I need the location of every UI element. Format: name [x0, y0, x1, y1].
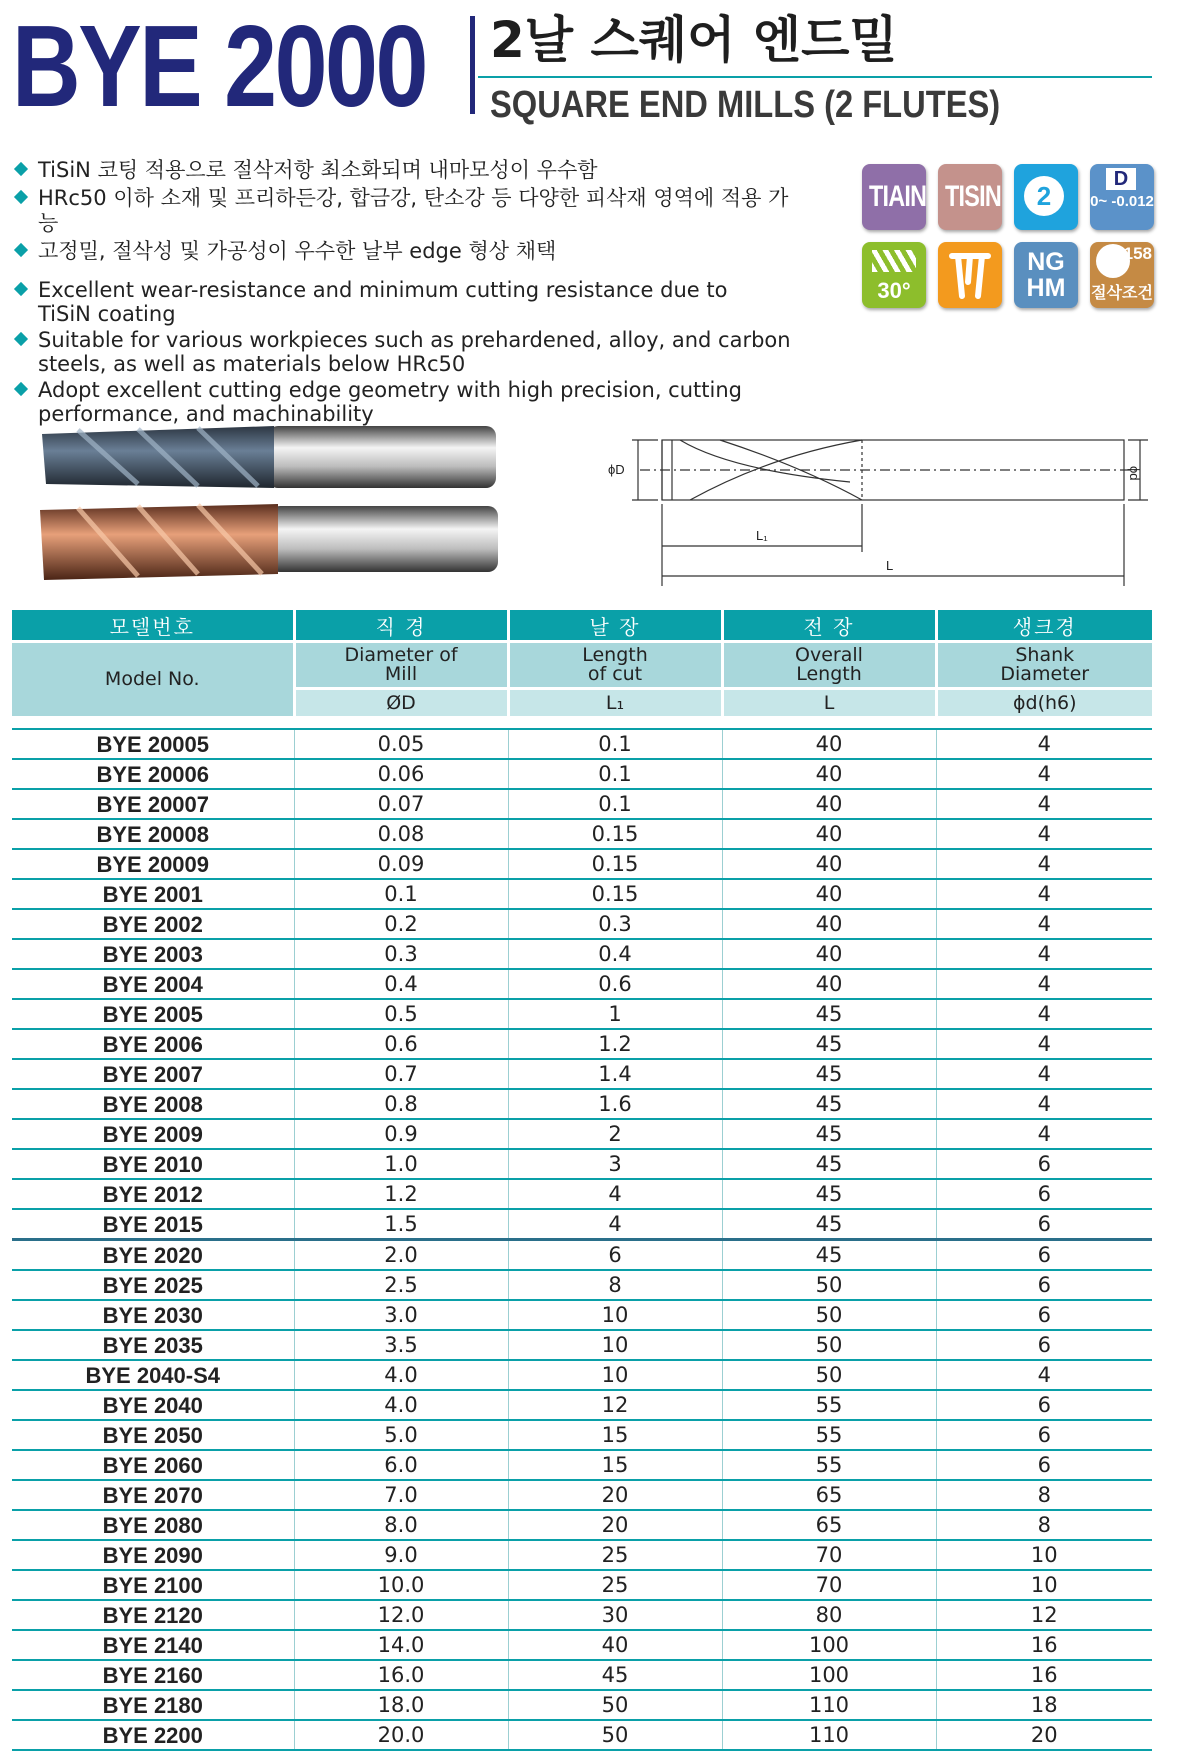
cell-diameter: 0.05 [294, 729, 508, 759]
table-row [12, 1420, 1152, 1450]
cell-diameter: 6.0 [294, 1450, 508, 1480]
cell-overall-length: 40 [722, 969, 936, 999]
cell-shank-diameter: 10 [936, 1540, 1152, 1570]
cell-overall-length: 50 [722, 1330, 936, 1360]
table-row [12, 729, 1152, 759]
title-korean: 2날 스퀘어 엔드밀 [490, 11, 898, 69]
cell-overall-length: 45 [722, 1240, 936, 1271]
header-row-english [12, 642, 1152, 689]
cell-model: BYE 2001 [12, 879, 294, 909]
cell-shank-diameter: 4 [936, 1089, 1152, 1119]
cell-model: BYE 20008 [12, 819, 294, 849]
cell-length-cut: 4 [508, 1179, 722, 1209]
diamond-bullet-icon [14, 382, 28, 396]
flute-circle-icon [1024, 176, 1064, 216]
cell-diameter: 2.0 [294, 1240, 508, 1271]
cell-overall-length: 50 [722, 1300, 936, 1330]
cell-model: BYE 2006 [12, 1029, 294, 1059]
cell-overall-length: 65 [722, 1510, 936, 1540]
cell-shank-diameter: 4 [936, 969, 1152, 999]
cell-model: BYE 20009 [12, 849, 294, 879]
cell-shank-diameter: 4 [936, 849, 1152, 879]
cell-shank-diameter: 4 [936, 1029, 1152, 1059]
cell-overall-length: 40 [722, 759, 936, 789]
cell-shank-diameter: 6 [936, 1179, 1152, 1209]
table-row [12, 1270, 1152, 1300]
cell-length-cut: 0.6 [508, 969, 722, 999]
badge-label: NG [1027, 248, 1065, 276]
cell-diameter: 0.2 [294, 909, 508, 939]
header-line: Mill [384, 663, 418, 685]
cell-model: BYE 2050 [12, 1420, 294, 1450]
model-series-title: BYE 2000 [12, 1, 426, 131]
cell-model: BYE 2040-S4 [12, 1360, 294, 1390]
cell-model: BYE 2040 [12, 1390, 294, 1420]
symbol-length-cut: L₁ [508, 689, 722, 717]
shank-label: ϕd [1127, 466, 1142, 481]
cell-length-cut: 2 [508, 1119, 722, 1149]
cell-diameter: 5.0 [294, 1420, 508, 1450]
cell-model: BYE 2070 [12, 1480, 294, 1510]
table-row [12, 1360, 1152, 1390]
cell-overall-length: 40 [722, 939, 936, 969]
table-row [12, 969, 1152, 999]
spec-badges [862, 164, 1162, 314]
cell-shank-diameter: 4 [936, 729, 1152, 759]
cell-model: BYE 2015 [12, 1209, 294, 1240]
feature-text: 고정밀, 절삭성 및 가공성이 우수한 날부 edge 형상 채택 [38, 239, 557, 263]
diamond-bullet-icon [14, 332, 28, 346]
cell-length-cut: 10 [508, 1300, 722, 1330]
feature-item-en [14, 378, 794, 426]
tolerance-badge [1090, 164, 1154, 230]
header-line: of cut [587, 663, 643, 685]
cell-length-cut: 15 [508, 1450, 722, 1480]
cell-shank-diameter: 6 [936, 1209, 1152, 1240]
cell-diameter: 3.5 [294, 1330, 508, 1360]
badge-label: HM [1026, 274, 1066, 302]
table-row [12, 1330, 1152, 1360]
tiain-coating-badge [862, 164, 926, 230]
cutting-conditions-badge[interactable] [1090, 242, 1154, 308]
cell-model: BYE 2002 [12, 909, 294, 939]
cell-shank-diameter: 8 [936, 1480, 1152, 1510]
header-line: Shank [1015, 644, 1075, 666]
cell-overall-length: 45 [722, 1029, 936, 1059]
cell-shank-diameter: 4 [936, 789, 1152, 819]
cell-shank-diameter: 6 [936, 1300, 1152, 1330]
cell-shank-diameter: 18 [936, 1690, 1152, 1720]
cell-length-cut: 0.4 [508, 939, 722, 969]
cell-model: BYE 2025 [12, 1270, 294, 1300]
cell-length-cut: 25 [508, 1570, 722, 1600]
cell-diameter: 0.09 [294, 849, 508, 879]
feature-text-line: TiSiN coating [38, 302, 176, 326]
cell-model: BYE 2009 [12, 1119, 294, 1149]
table-row [12, 1390, 1152, 1420]
cell-model: BYE 2003 [12, 939, 294, 969]
spec-rows [12, 729, 1152, 1750]
cell-overall-length: 55 [722, 1390, 936, 1420]
table-row [12, 849, 1152, 879]
table-row [12, 1690, 1152, 1720]
cell-diameter: 0.9 [294, 1119, 508, 1149]
feature-text: TiSiN 코팅 적용으로 절삭저항 최소화되며 내마모성이 우수함 [38, 158, 598, 182]
cell-diameter: 8.0 [294, 1510, 508, 1540]
cell-length-cut: 50 [508, 1690, 722, 1720]
col-header-model: Model No. [12, 642, 294, 717]
header-line: Length [796, 663, 862, 685]
table-row [12, 1089, 1152, 1119]
cell-diameter: 4.0 [294, 1390, 508, 1420]
feature-item-kr [14, 239, 794, 264]
title-underline [478, 76, 1152, 78]
cell-shank-diameter: 10 [936, 1570, 1152, 1600]
cell-length-cut: 20 [508, 1480, 722, 1510]
table-row [12, 1149, 1152, 1179]
col-header-overall-kr: 전 장 [722, 610, 936, 642]
cell-model: BYE 20005 [12, 729, 294, 759]
header-line: Diameter [1000, 663, 1090, 685]
cell-length-cut: 45 [508, 1660, 722, 1690]
cell-overall-length: 45 [722, 999, 936, 1029]
cell-shank-diameter: 4 [936, 939, 1152, 969]
cell-diameter: 1.2 [294, 1179, 508, 1209]
cell-overall-length: 110 [722, 1720, 936, 1750]
cell-shank-diameter: 6 [936, 1450, 1152, 1480]
cell-overall-length: 40 [722, 789, 936, 819]
cell-diameter: 7.0 [294, 1480, 508, 1510]
feature-list [14, 158, 794, 426]
feature-text-line: Excellent wear-resistance and minimum cutting resistance due to [38, 278, 728, 302]
cell-shank-diameter: 6 [936, 1240, 1152, 1271]
cell-overall-length: 45 [722, 1059, 936, 1089]
cell-model: BYE 2140 [12, 1630, 294, 1660]
table-row [12, 1450, 1152, 1480]
title-divider [470, 16, 475, 114]
cell-overall-length: 45 [722, 1179, 936, 1209]
cell-overall-length: 55 [722, 1450, 936, 1480]
table-row [12, 1179, 1152, 1209]
cell-shank-diameter: 16 [936, 1630, 1152, 1660]
cell-diameter: 10.0 [294, 1570, 508, 1600]
cell-model: BYE 2180 [12, 1690, 294, 1720]
table-row [12, 939, 1152, 969]
tisin-coating-badge [938, 164, 1002, 230]
cell-diameter: 1.5 [294, 1209, 508, 1240]
header-line: Length [582, 644, 648, 666]
cell-model: BYE 2090 [12, 1540, 294, 1570]
feature-item-kr [14, 158, 794, 183]
cell-shank-diameter: 8 [936, 1510, 1152, 1540]
table-row [12, 1480, 1152, 1510]
cell-model: BYE 2100 [12, 1570, 294, 1600]
cell-diameter: 0.3 [294, 939, 508, 969]
cell-overall-length: 40 [722, 879, 936, 909]
cell-overall-length: 45 [722, 1209, 936, 1240]
cell-diameter: 0.7 [294, 1059, 508, 1089]
feature-text-line: Suitable for various workpieces such as prehardened, alloy, and carbon [38, 328, 791, 352]
table-row [12, 909, 1152, 939]
cell-overall-length: 40 [722, 909, 936, 939]
helix-angle-badge [862, 242, 926, 308]
symbol-overall: L [722, 689, 936, 717]
cell-shank-diameter: 4 [936, 759, 1152, 789]
cell-model: BYE 2120 [12, 1600, 294, 1630]
col-header-diameter [294, 642, 508, 689]
cell-shank-diameter: 20 [936, 1720, 1152, 1750]
cell-overall-length: 40 [722, 819, 936, 849]
table-row [12, 1119, 1152, 1149]
cell-length-cut: 1.2 [508, 1029, 722, 1059]
cell-shank-diameter: 6 [936, 1390, 1152, 1420]
cell-length-cut: 0.1 [508, 729, 722, 759]
feature-text: HRc50 이하 소재 및 프리하든강, 합금강, 탄소강 등 다양한 피삭재 영역에 적용 가능 [38, 186, 789, 235]
cell-overall-length: 70 [722, 1540, 936, 1570]
feature-text-line: steels, as well as materials below HRc50 [38, 352, 466, 376]
cell-overall-length: 80 [722, 1600, 936, 1630]
header-row-korean [12, 610, 1152, 642]
col-header-shank [936, 642, 1152, 689]
flute-count-badge [1014, 164, 1078, 230]
cell-length-cut: 0.15 [508, 819, 722, 849]
header-line: Overall [795, 644, 863, 666]
cell-length-cut: 3 [508, 1149, 722, 1179]
cell-model: BYE 2010 [12, 1149, 294, 1179]
cell-overall-length: 100 [722, 1660, 936, 1690]
feature-text-line: performance, and machinability [38, 402, 374, 426]
cell-shank-diameter: 4 [936, 999, 1152, 1029]
cell-overall-length: 70 [722, 1570, 936, 1600]
table-row [12, 1660, 1152, 1690]
ng-hm-badge [1014, 242, 1078, 308]
diamond-bullet-icon [14, 243, 28, 257]
cell-model: BYE 2035 [12, 1330, 294, 1360]
header-gap [12, 716, 1152, 729]
cell-shank-diameter: 4 [936, 879, 1152, 909]
cell-shank-diameter: 4 [936, 819, 1152, 849]
diameter-label: ϕD [608, 462, 625, 477]
cell-shank-diameter: 6 [936, 1420, 1152, 1450]
table-row [12, 759, 1152, 789]
cell-shank-diameter: 4 [936, 1360, 1152, 1390]
badge-label: TIAIN [869, 180, 926, 213]
cell-diameter: 18.0 [294, 1690, 508, 1720]
cell-diameter: 0.6 [294, 1029, 508, 1059]
cell-length-cut: 20 [508, 1510, 722, 1540]
diamond-bullet-icon [14, 190, 28, 204]
table-row [12, 1570, 1152, 1600]
table-row [12, 1240, 1152, 1271]
cell-overall-length: 55 [722, 1420, 936, 1450]
l-label: L [886, 558, 894, 573]
table-row [12, 999, 1152, 1029]
cell-overall-length: 40 [722, 849, 936, 879]
l1-label: L₁ [756, 528, 768, 543]
cell-length-cut: 1 [508, 999, 722, 1029]
cell-diameter: 0.08 [294, 819, 508, 849]
cell-shank-diameter: 6 [936, 1270, 1152, 1300]
cell-shank-diameter: 4 [936, 1119, 1152, 1149]
cell-length-cut: 25 [508, 1540, 722, 1570]
table-row [12, 1209, 1152, 1240]
cell-overall-length: 50 [722, 1360, 936, 1390]
feature-text-line: Adopt excellent cutting edge geometry with high precision, cutting [38, 378, 742, 402]
col-header-length-cut [508, 642, 722, 689]
cell-length-cut: 10 [508, 1360, 722, 1390]
cell-length-cut: 1.4 [508, 1059, 722, 1089]
flute-count: 2 [1036, 181, 1052, 211]
tolerance-value: 0~ -0.012 [1090, 193, 1154, 210]
cell-diameter: 16.0 [294, 1660, 508, 1690]
cell-overall-length: 40 [722, 729, 936, 759]
col-header-length-cut-kr: 날 장 [508, 610, 722, 642]
cell-diameter: 0.06 [294, 759, 508, 789]
cell-overall-length: 45 [722, 1089, 936, 1119]
cell-shank-diameter: 4 [936, 1059, 1152, 1089]
col-header-diameter-kr: 직 경 [294, 610, 508, 642]
cell-overall-length: 45 [722, 1119, 936, 1149]
cond-label: 절삭조건 [1091, 283, 1153, 302]
cell-length-cut: 6 [508, 1240, 722, 1271]
table-row [12, 1510, 1152, 1540]
col-header-shank-kr: 생크경 [936, 610, 1152, 642]
cell-model: BYE 2007 [12, 1059, 294, 1089]
cell-model: BYE 2012 [12, 1179, 294, 1209]
cell-model: BYE 2030 [12, 1300, 294, 1330]
table-row [12, 1300, 1152, 1330]
cell-length-cut: 0.15 [508, 879, 722, 909]
cell-model: BYE 2080 [12, 1510, 294, 1540]
cell-diameter: 0.1 [294, 879, 508, 909]
symbol-shank: ϕd(h6) [936, 689, 1152, 717]
cell-diameter: 0.4 [294, 969, 508, 999]
cell-length-cut: 40 [508, 1630, 722, 1660]
tolerance-symbol: D [1106, 168, 1136, 190]
cell-length-cut: 10 [508, 1330, 722, 1360]
end-mill-photo [38, 424, 500, 584]
square-end-icon [938, 242, 1002, 308]
cell-model: BYE 2004 [12, 969, 294, 999]
diamond-bullet-icon [14, 282, 28, 296]
diamond-bullet-icon [14, 162, 28, 176]
cell-length-cut: 0.1 [508, 759, 722, 789]
cell-shank-diameter: 6 [936, 1330, 1152, 1360]
feature-item-kr [14, 186, 794, 236]
badge-label: TISIN [945, 180, 1001, 213]
table-row [12, 819, 1152, 849]
cell-diameter: 0.5 [294, 999, 508, 1029]
cell-diameter: 0.07 [294, 789, 508, 819]
cell-length-cut: 0.15 [508, 849, 722, 879]
symbol-diameter: ØD [294, 689, 508, 717]
header-line: Diameter of [344, 644, 458, 666]
table-row [12, 1059, 1152, 1089]
helix-angle-value: 30° [877, 278, 911, 303]
cell-overall-length: 50 [722, 1270, 936, 1300]
cell-shank-diameter: 12 [936, 1600, 1152, 1630]
cell-diameter: 14.0 [294, 1630, 508, 1660]
table-row [12, 1600, 1152, 1630]
cell-overall-length: 100 [722, 1630, 936, 1660]
feature-item-en [14, 278, 794, 326]
cell-model: BYE 2200 [12, 1720, 294, 1750]
helix-icon [872, 250, 916, 272]
spec-table [12, 610, 1152, 1751]
table-row [12, 1720, 1152, 1750]
table-row [12, 1540, 1152, 1570]
cell-diameter: 9.0 [294, 1540, 508, 1570]
cell-length-cut: 30 [508, 1600, 722, 1630]
cell-overall-length: 110 [722, 1690, 936, 1720]
cell-diameter: 2.5 [294, 1270, 508, 1300]
cell-model: BYE 2020 [12, 1240, 294, 1271]
cell-overall-length: 45 [722, 1149, 936, 1179]
cell-model: BYE 2005 [12, 999, 294, 1029]
cell-length-cut: 8 [508, 1270, 722, 1300]
cell-diameter: 1.0 [294, 1149, 508, 1179]
cell-length-cut: 12 [508, 1390, 722, 1420]
cell-overall-length: 65 [722, 1480, 936, 1510]
cell-diameter: 12.0 [294, 1600, 508, 1630]
cell-length-cut: 1.6 [508, 1089, 722, 1119]
cell-model: BYE 2160 [12, 1660, 294, 1690]
cell-length-cut: 0.3 [508, 909, 722, 939]
square-end-badge [938, 242, 1002, 308]
cell-model: BYE 20006 [12, 759, 294, 789]
cell-model: BYE 20007 [12, 789, 294, 819]
cell-length-cut: 0.1 [508, 789, 722, 819]
col-header-overall [722, 642, 936, 689]
dimension-drawing [600, 426, 1148, 596]
cell-diameter: 4.0 [294, 1360, 508, 1390]
cell-length-cut: 50 [508, 1720, 722, 1750]
cell-length-cut: 15 [508, 1420, 722, 1450]
table-row [12, 879, 1152, 909]
cell-diameter: 0.8 [294, 1089, 508, 1119]
cell-model: BYE 2008 [12, 1089, 294, 1119]
cond-page: P158 [1112, 244, 1152, 263]
table-row [12, 1029, 1152, 1059]
cell-diameter: 20.0 [294, 1720, 508, 1750]
feature-item-en [14, 328, 794, 376]
title-english: SQUARE END MILLS (2 FLUTES) [490, 84, 1001, 126]
cell-shank-diameter: 6 [936, 1149, 1152, 1179]
table-row [12, 1630, 1152, 1660]
col-header-model-kr: 모델번호 [12, 610, 294, 642]
cell-shank-diameter: 16 [936, 1660, 1152, 1690]
cell-shank-diameter: 4 [936, 909, 1152, 939]
cell-model: BYE 2060 [12, 1450, 294, 1480]
cell-diameter: 3.0 [294, 1300, 508, 1330]
cell-length-cut: 4 [508, 1209, 722, 1240]
table-row [12, 789, 1152, 819]
